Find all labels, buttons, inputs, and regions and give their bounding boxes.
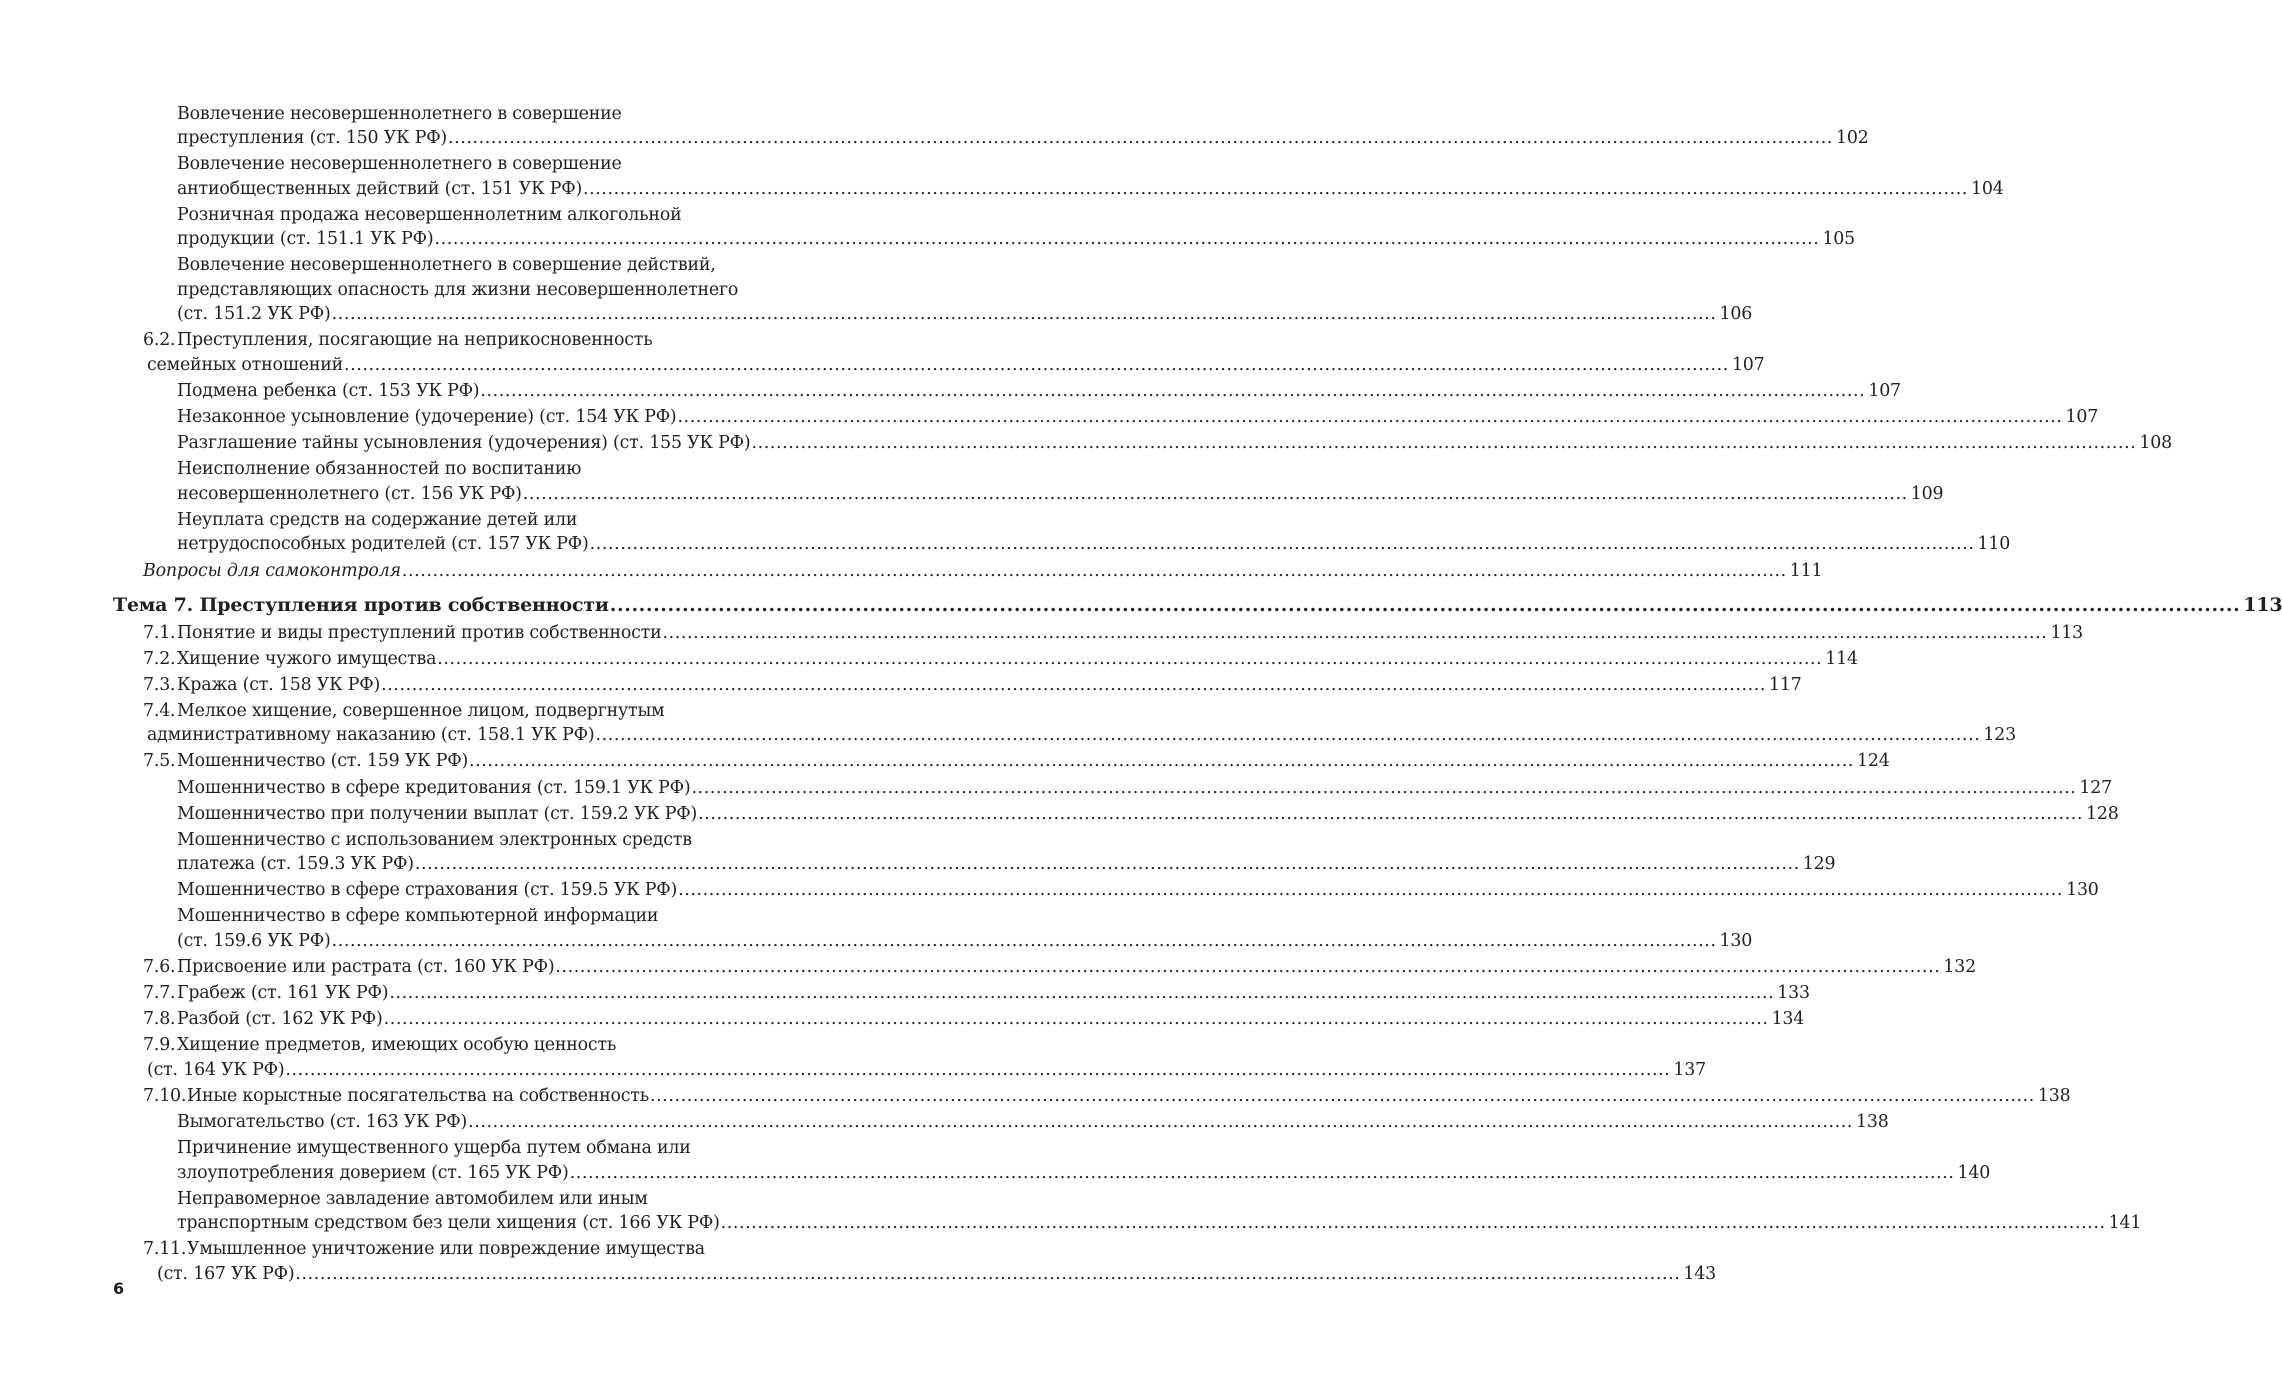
toc-entry [113, 508, 2011, 557]
dot-leader [469, 749, 1854, 774]
toc-entry [113, 1033, 1706, 1082]
toc-entry-title: (ст. 159.6 УК РФ) [177, 930, 331, 951]
toc-section-number: 6.2. [143, 330, 176, 351]
toc-entry-title: Мошенничество с использованием электронных средств [177, 829, 692, 850]
toc-page-number: 107 [2065, 407, 2099, 428]
toc-page-number: 128 [2086, 803, 2119, 824]
toc-entry-line [113, 379, 1901, 404]
toc-entry [113, 621, 2084, 646]
toc-entry [113, 828, 1836, 877]
dot-leader [332, 929, 1717, 954]
toc-page-number: 108 [2139, 433, 2172, 454]
toc-entry-title: Мелкое хищение, совершенное лицом, подвергнутым [177, 700, 665, 721]
toc-section-number: 7.10. [143, 1085, 187, 1106]
dot-leader [285, 1058, 1670, 1083]
toc-entry-line [113, 1237, 787, 1262]
toc-page-number: 107 [1868, 381, 1901, 402]
toc-entry-title: (ст. 167 УК РФ) [157, 1263, 295, 1284]
toc-entry-title: антиобщественных действий (ст. 151 УК РФ) [177, 178, 583, 199]
toc-entry-title: преступления (ст. 150 УК РФ) [177, 128, 448, 149]
toc-entry-line [113, 1187, 787, 1212]
toc-entry [113, 673, 1802, 698]
toc-entry-title: Неисполнение обязанностей по воспитанию [177, 459, 582, 480]
toc-entry-line [113, 878, 2099, 903]
toc-entry-title: Неправомерное завладение автомобилем или иным [177, 1188, 648, 1209]
toc-entry-line [113, 302, 1753, 327]
toc-entry-title: Иные корыстные посягательства на собственность [187, 1085, 649, 1106]
toc-entry-line [113, 253, 787, 278]
toc-page-number: 137 [1673, 1059, 1706, 1080]
toc-page-number: 133 [1777, 983, 1810, 1004]
dot-leader [570, 1161, 1955, 1186]
toc-entry-line [113, 828, 787, 853]
toc-entry-title: Вымогательство (ст. 163 УК РФ) [177, 1111, 468, 1132]
toc-entry-title: Вовлечение несовершеннолетнего в совершение [177, 154, 622, 175]
toc-entry [113, 379, 1901, 404]
toc-page-number: 143 [1683, 1263, 1716, 1284]
dot-leader [751, 431, 2136, 456]
toc-section-number: 7.8. [143, 1009, 176, 1030]
toc-entry [113, 328, 1765, 377]
toc-entry-line [113, 723, 2017, 748]
toc-page-number: 102 [1835, 128, 1869, 149]
toc-entry-title: Грабеж (ст. 161 УК РФ) [177, 983, 389, 1004]
toc-section-number: 7.7. [143, 983, 176, 1004]
toc-page-number: 104 [1970, 178, 2004, 199]
toc-entry-line [113, 699, 787, 724]
toc-entry-title: Хищение предметов, имеющих особую ценность [177, 1035, 617, 1056]
toc-entry-title: Разглашение тайны усыновления (удочерения) (ст. 155 УК РФ) [177, 433, 751, 454]
toc-page-number: 130 [1719, 930, 1753, 951]
toc-entry-title: Присвоение или растрата (ст. 160 УК РФ) [177, 956, 555, 977]
toc-entry-title: нетрудоспособных родителей (ст. 157 УК РФ) [177, 534, 589, 555]
toc-entry-title: Причинение имущественного ущерба путем обмана или [177, 1138, 691, 1159]
toc-page-number: 105 [1822, 229, 1856, 250]
toc-entry-line [113, 1110, 1889, 1135]
toc-entry-title: (ст. 151.2 УК РФ) [177, 304, 331, 325]
dot-leader [610, 593, 2241, 618]
toc-entry-line [113, 647, 1858, 672]
dot-leader [663, 621, 2048, 646]
page-number: 6 [113, 1279, 125, 1298]
toc-page-number: 129 [1802, 854, 1836, 875]
toc-page-number: 141 [2108, 1213, 2142, 1234]
dot-leader [437, 647, 1822, 672]
toc-entry-line [113, 1084, 2071, 1109]
toc-page-number: 114 [1825, 648, 1858, 669]
toc-entry-title: представляющих опасность для жизни несовершеннолетнего [177, 279, 739, 300]
toc-page-number: 124 [1856, 751, 1890, 772]
dot-leader [344, 353, 1729, 378]
toc-entry-line [113, 852, 1836, 877]
toc-entry-line [113, 673, 1802, 698]
toc-entry-line [113, 1007, 1805, 1032]
toc-page-number: 106 [1719, 304, 1753, 325]
toc-entry-line [113, 981, 1810, 1006]
table-of-contents [113, 100, 2282, 1286]
toc-entry-title: Преступления, посягающие на неприкосновенность [177, 330, 653, 351]
dot-leader [381, 673, 1766, 698]
toc-entry [113, 802, 2119, 827]
toc-entry-line [113, 532, 2011, 557]
toc-entry-line [113, 1058, 1706, 1083]
toc-page-number: 132 [1943, 956, 1976, 977]
toc-entry-line [113, 593, 2282, 618]
toc-entry-line [113, 405, 2099, 430]
dot-leader [523, 482, 1908, 507]
toc-entry-line [113, 227, 1856, 252]
toc-section-number: 7.11. [143, 1239, 187, 1260]
toc-entry-line [113, 152, 787, 177]
toc-page-number: 107 [1731, 354, 1765, 375]
dot-leader [295, 1262, 1680, 1287]
toc-page-number: 134 [1771, 1009, 1805, 1030]
toc-entry [113, 1110, 1889, 1135]
toc-page-number: 138 [2037, 1085, 2071, 1106]
toc-entry-line [113, 431, 2172, 456]
toc-entry-line [113, 1262, 1716, 1287]
dot-leader [332, 302, 1717, 327]
toc-entry-line [113, 929, 1753, 954]
toc-entry-title: Вовлечение несовершеннолетнего в совершение [177, 103, 622, 124]
toc-entry [113, 699, 2017, 748]
toc-entry-line [113, 353, 1765, 378]
toc-entry-title: Тема 7. Преступления против собственности [113, 594, 609, 617]
toc-page-number: 127 [2079, 777, 2113, 798]
toc-entry-line [113, 904, 787, 929]
dot-leader [480, 379, 1865, 404]
toc-entry [113, 405, 2099, 430]
dot-leader [435, 227, 1820, 252]
toc-entry [113, 981, 1810, 1006]
toc-entry-line [113, 203, 787, 228]
dot-leader [698, 802, 2083, 827]
dot-leader [583, 177, 1968, 202]
toc-entry [113, 559, 1823, 584]
toc-entry-title: Мошенничество (ст. 159 УК РФ) [177, 751, 469, 772]
dot-leader [590, 532, 1975, 557]
toc-entry [113, 431, 2172, 456]
toc-entry-line [113, 1136, 787, 1161]
toc-entry-line [113, 508, 787, 533]
toc-entry-title: Кража (ст. 158 УК РФ) [177, 674, 381, 695]
toc-entry-title: Мошенничество при получении выплат (ст. 159.2 УК РФ) [177, 803, 698, 824]
toc-entry [113, 904, 1753, 953]
toc-entry-line [113, 802, 2119, 827]
toc-entry-title: Разбой (ст. 162 УК РФ) [177, 1009, 383, 1030]
dot-leader [468, 1110, 1853, 1135]
toc-section-number: 7.4. [143, 700, 176, 721]
toc-entry [113, 1084, 2071, 1109]
toc-entry [113, 1136, 1991, 1185]
dot-leader [384, 1007, 1769, 1032]
toc-entry-title: Неуплата средств на содержание детей или [177, 509, 578, 530]
toc-section-number: 7.1. [143, 622, 176, 643]
toc-page-number: 130 [2066, 880, 2099, 901]
toc-entry-line [113, 457, 787, 482]
toc-entry-line [113, 126, 1869, 151]
toc-entry-line [113, 278, 787, 303]
toc-entry-title: Мошенничество в сфере страхования (ст. 159.5 УК РФ) [177, 880, 678, 901]
toc-entry [113, 647, 1858, 672]
toc-page-number: 109 [1910, 483, 1944, 504]
toc-entry-line [113, 955, 1976, 980]
toc-entry [113, 253, 1753, 327]
dot-leader [678, 405, 2063, 430]
dot-leader [448, 126, 1833, 151]
toc-entry-line [113, 749, 1890, 774]
toc-entry-title: продукции (ст. 151.1 УК РФ) [177, 229, 434, 250]
toc-entry-title: Подмена ребенка (ст. 153 УК РФ) [177, 381, 480, 402]
toc-entry-title: транспортным средством без цели хищения (ст. 166 УК РФ) [177, 1213, 720, 1234]
toc-entry [113, 203, 1856, 252]
toc-page-number: 113 [2050, 622, 2084, 643]
toc-page-number: 111 [1789, 560, 1823, 581]
toc-entry-title: Незаконное усыновление (удочерение) (ст. 154 УК РФ) [177, 407, 677, 428]
dot-leader [691, 776, 2076, 801]
toc-entry [113, 152, 2004, 201]
toc-entry [113, 955, 1976, 980]
toc-entry-title: административному наказанию (ст. 158.1 УК РФ) [147, 725, 595, 746]
dot-leader [650, 1084, 2035, 1109]
toc-entry-title: Понятие и виды преступлений против собственности [177, 622, 662, 643]
toc-page-number: 138 [1856, 1111, 1889, 1132]
toc-section-number: 7.9. [143, 1035, 176, 1056]
toc-entry-title: (ст. 164 УК РФ) [147, 1059, 285, 1080]
toc-entry [113, 1187, 2142, 1236]
toc-entry-title: злоупотребления доверием (ст. 165 УК РФ) [177, 1162, 569, 1183]
toc-entry [113, 749, 1890, 774]
toc-page-number: 123 [1983, 725, 2017, 746]
toc-entry-line [113, 177, 2004, 202]
toc-entry-line [113, 482, 1944, 507]
toc-entry [113, 457, 1944, 506]
toc-section-number: 7.6. [143, 956, 176, 977]
dot-leader [555, 955, 1940, 980]
toc-topic-heading [113, 593, 2282, 618]
toc-page-number: 110 [1977, 534, 2011, 555]
toc-entry-title: платежа (ст. 159.3 УК РФ) [177, 854, 414, 875]
toc-entry-line [113, 1033, 787, 1058]
toc-entry [113, 102, 1869, 151]
toc-entry [113, 776, 2113, 801]
toc-entry-line [113, 559, 1823, 584]
toc-entry-title: Вопросы для самоконтроля [143, 560, 401, 581]
toc-entry-title: Вовлечение несовершеннолетнего в совершение действий, [177, 255, 716, 276]
dot-leader [595, 723, 1980, 748]
toc-entry-title: Хищение чужого имущества [177, 648, 437, 669]
toc-entry-line [113, 102, 787, 127]
toc-page-number: 113 [2243, 594, 2282, 617]
toc-entry-title: семейных отношений [147, 354, 343, 375]
toc-entry-line [113, 1211, 2142, 1236]
dot-leader [678, 878, 2063, 903]
toc-entry [113, 878, 2099, 903]
toc-entry-line [113, 328, 787, 353]
dot-leader [415, 852, 1800, 877]
toc-page-number: 140 [1957, 1162, 1991, 1183]
toc-page-number: 117 [1769, 674, 1802, 695]
toc-entry-line [113, 1161, 1991, 1186]
toc-entry-title: несовершеннолетнего (ст. 156 УК РФ) [177, 483, 522, 504]
dot-leader [402, 559, 1787, 584]
toc-entry-title: Мошенничество в сфере кредитования (ст. 159.1 УК РФ) [177, 777, 691, 798]
toc-entry-title: Розничная продажа несовершеннолетним алкогольной [177, 204, 682, 225]
toc-entry-title: Умышленное уничтожение или повреждение имущества [187, 1239, 705, 1260]
dot-leader [721, 1211, 2106, 1236]
toc-entry-title: Мошенничество в сфере компьютерной информации [177, 906, 659, 927]
toc-entry-line [113, 776, 2113, 801]
toc-section-number: 7.5. [143, 751, 176, 772]
toc-entry-line [113, 621, 2084, 646]
toc-section-number: 7.3. [143, 674, 176, 695]
dot-leader [389, 981, 1774, 1006]
toc-section-number: 7.2. [143, 648, 176, 669]
toc-entry [113, 1007, 1805, 1032]
toc-entry [113, 1237, 1716, 1286]
